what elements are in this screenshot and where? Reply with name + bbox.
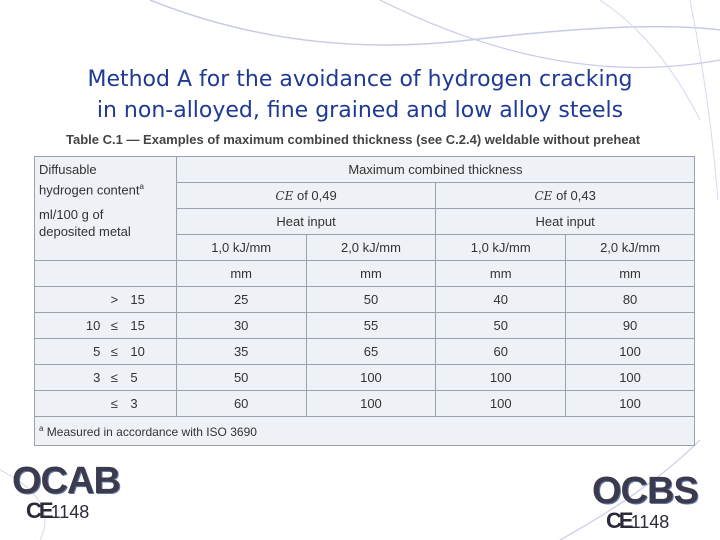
value-cell: 80 [566, 287, 695, 313]
value-cell: 100 [306, 391, 436, 417]
ce-mark-icon: CE [26, 498, 51, 523]
range-high: 10 [124, 339, 176, 365]
range-high: 3 [124, 391, 176, 417]
range-high: 15 [124, 313, 176, 339]
header-line: Diffusable [39, 162, 97, 177]
footnote-mark: a [39, 423, 44, 433]
value-cell: 50 [436, 313, 566, 339]
heat-input-value: 2,0 kJ/mm [306, 235, 436, 261]
header-line [39, 178, 172, 198]
value-cell: 100 [566, 339, 695, 365]
ce-mark [606, 510, 698, 533]
table-footnote [35, 417, 695, 446]
value-cell: 65 [306, 339, 436, 365]
table-row [35, 391, 695, 417]
value-cell: 100 [436, 365, 566, 391]
range-low: 3 [35, 365, 105, 391]
table-row [35, 339, 695, 365]
value-cell: 60 [176, 391, 306, 417]
range-operator: ≤ [104, 313, 124, 339]
hydrogen-content-header [35, 157, 177, 261]
range-operator: ≤ [104, 365, 124, 391]
header-line: ml/100 g of [39, 207, 104, 223]
footnote-text: Measured in accordance with ISO 3690 [46, 424, 257, 439]
ce-symbol: CE [275, 189, 294, 203]
value-cell: 50 [176, 365, 306, 391]
units-row [35, 261, 695, 287]
range-operator: > [104, 287, 124, 313]
logo-name: OCBS [592, 470, 698, 512]
unit-cell: mm [436, 261, 566, 287]
value-cell: 40 [436, 287, 566, 313]
ce-043-header [436, 183, 695, 209]
unit-cell: mm [566, 261, 695, 287]
range-operator: ≤ [104, 391, 124, 417]
title-line-1: Method A for the avoidance of hydrogen cracking [87, 67, 633, 92]
value-cell: 100 [566, 391, 695, 417]
table-row [35, 313, 695, 339]
empty-cell [35, 261, 177, 287]
table-row [35, 287, 695, 313]
heat-input-header: Heat input [436, 209, 695, 235]
ce-mark-icon: CE [606, 508, 631, 533]
ce-value: of 0,49 [296, 188, 337, 203]
range-low [35, 391, 105, 417]
header-line: deposited metal [39, 224, 131, 240]
value-cell: 100 [566, 365, 695, 391]
thickness-table [34, 156, 695, 446]
value-cell: 50 [306, 287, 436, 313]
unit-cell: mm [306, 261, 436, 287]
range-low: 10 [35, 313, 105, 339]
footnote-row [35, 417, 695, 446]
value-cell: 60 [436, 339, 566, 365]
notified-body-number: 1148 [50, 502, 90, 522]
ce-mark [26, 500, 120, 523]
logo-name: OCAB [12, 460, 120, 502]
value-cell: 100 [436, 391, 566, 417]
ocbs-logo [592, 472, 698, 533]
heat-input-header: Heat input [176, 209, 436, 235]
table-caption: Table C.1 — Examples of maximum combined thickness (see C.2.4) weldable without preheat [66, 132, 641, 147]
range-low [35, 287, 105, 313]
range-low: 5 [35, 339, 105, 365]
value-cell: 30 [176, 313, 306, 339]
ce-symbol: CE [534, 189, 553, 203]
value-cell: 55 [306, 313, 436, 339]
title-line-2: in non-alloyed, fine grained and low alloy steels [96, 98, 624, 123]
heat-input-value: 2,0 kJ/mm [566, 235, 695, 261]
ocab-logo [12, 462, 120, 523]
slide-title [0, 64, 720, 126]
notified-body-number: 1148 [630, 512, 670, 532]
unit-cell: mm [176, 261, 306, 287]
range-high: 5 [124, 365, 176, 391]
value-cell: 25 [176, 287, 306, 313]
value-cell: 90 [566, 313, 695, 339]
heat-input-value: 1,0 kJ/mm [436, 235, 566, 261]
heat-input-value: 1,0 kJ/mm [176, 235, 306, 261]
footnote-mark: a [139, 182, 144, 191]
value-cell: 100 [306, 365, 436, 391]
ce-049-header [176, 183, 436, 209]
range-high: 15 [124, 287, 176, 313]
max-thickness-header: Maximum combined thickness [176, 157, 694, 183]
header-text: hydrogen content [39, 182, 140, 198]
ce-value: of 0,43 [556, 188, 596, 203]
value-cell: 35 [176, 339, 306, 365]
range-operator: ≤ [104, 339, 124, 365]
table-row [35, 365, 695, 391]
